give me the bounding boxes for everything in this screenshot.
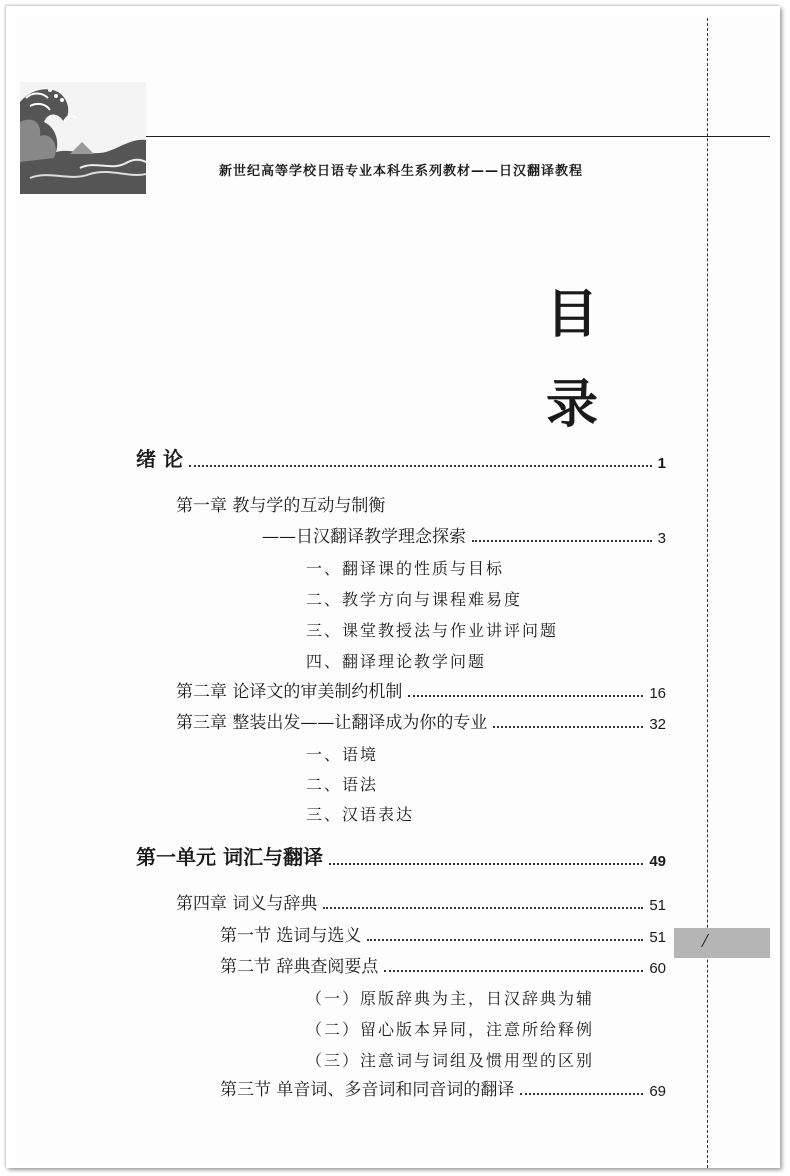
toc-subitem[interactable]: （二）留心版本异同，注意所给释例 [306,1020,595,1039]
wave-illustration [20,82,146,194]
toc-entry[interactable] [220,1076,666,1100]
toc-label: 绪 论 [136,447,183,471]
title-char-2: 录 [546,374,599,435]
cut-line [707,18,708,1168]
page-number: / [702,930,708,952]
header-rule [146,136,770,137]
toc-entry[interactable] [262,523,666,547]
toc-page: 32 [649,716,666,733]
toc-page: 60 [649,960,666,977]
toc-subitem[interactable]: 二、语法 [306,775,379,794]
toc-subitem[interactable]: 四、翻译理论教学问题 [306,652,487,671]
toc-page: 16 [649,685,666,702]
toc-label: 第一章 教与学的互动与制衡 [176,496,386,516]
toc-label: ——日汉翻译教学理念探索 [262,527,466,547]
toc-page: 51 [649,897,666,914]
toc-subitem[interactable]: 一、翻译课的性质与目标 [306,559,505,578]
page-number-tab [674,928,770,958]
toc-label: 第三节 单音词、多音词和同音词的翻译 [220,1080,515,1100]
toc-subitem[interactable]: 三、课堂教授法与作业讲评问题 [306,621,559,640]
toc-page: 1 [657,455,666,472]
toc-subitem[interactable]: 二、教学方向与课程难易度 [306,590,523,609]
toc-label: 第四章 词义与辞典 [176,894,318,914]
toc-entry[interactable] [176,709,666,733]
toc-page: 49 [649,853,666,870]
toc-entry[interactable] [220,953,666,977]
title-char-1: 目 [546,284,599,345]
toc-label: 第一节 选词与选义 [220,926,362,946]
toc-label: 第二节 辞典查阅要点 [220,957,379,977]
toc-subitem[interactable]: （三）注意词与词组及惯用型的区别 [306,1051,595,1070]
toc-entry[interactable] [176,678,666,702]
toc-entry[interactable] [176,890,666,914]
toc-entry[interactable] [136,448,666,472]
toc-page: 69 [649,1083,666,1100]
toc-subitem[interactable]: （一）原版辞典为主，日汉辞典为辅 [306,989,595,1008]
toc-page: 3 [657,530,666,547]
toc-label: 第三章 整装出发——让翻译成为你的专业 [176,713,488,733]
toc-label: 第二章 论译文的审美制约机制 [176,682,403,702]
toc-entry[interactable] [136,846,666,870]
toc-subitem[interactable]: 三、汉语表达 [306,805,415,824]
toc-subitem[interactable]: 一、语境 [306,745,379,764]
toc-entry[interactable] [176,492,385,516]
toc-page: 51 [649,929,666,946]
series-title: 新世纪高等学校日语专业本科生系列教材——日汉翻译教程 [219,164,584,179]
toc-entry[interactable] [220,922,666,946]
toc-label: 第一单元 词汇与翻译 [136,845,323,869]
